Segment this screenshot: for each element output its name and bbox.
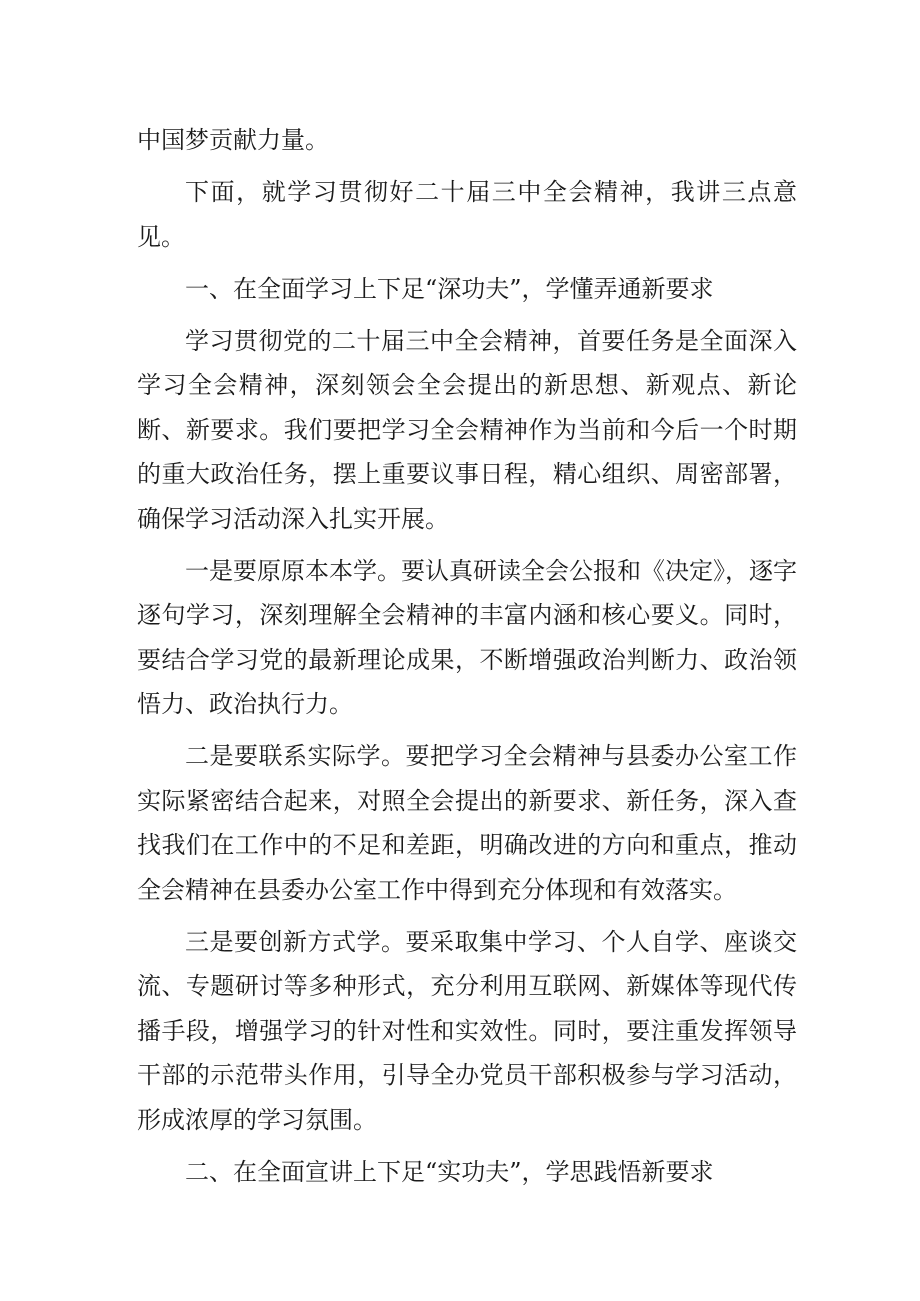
paragraph-point-1: 一是要原原本本学。要认真研读全会公报和《决定》，逐字逐句学习，深刻理解全会精神的丰富内涵和核心要义。同时，要结合学习党的最新理论成果，不断增强政治判断力、政治领悟力、政治执行力。 xyxy=(137,556,797,718)
section-heading-2: 二、在全面宣讲上下足“实功夫”，学思践悟新要求 xyxy=(185,1157,714,1186)
document-body xyxy=(137,118,797,1202)
paragraph-section-1-body: 学习贯彻党的二十届三中全会精神，首要任务是全面深入学习全会精神，深刻领会全会提出的新思想、新观点、新论断、新要求。我们要把学习全会精神作为当前和今后一个时期的重大政治任务，摆上重要议事日程，精心组织、周密部署，确保学习活动深入扎实开展。 xyxy=(137,326,797,533)
paragraph-continuation: 中国梦贡献力量。 xyxy=(137,126,329,154)
paragraph-intro: 下面，就学习贯彻好二十届三中全会精神，我讲三点意见。 xyxy=(137,178,797,251)
paragraph-point-2: 二是要联系实际学。要把学习全会精神与县委办公室工作实际紧密结合起来，对照全会提出的新要求、新任务，深入查找我们在工作中的不足和差距，明确改进的方向和重点，推动全会精神在县委办公室工作中得到充分体现和有效落实。 xyxy=(137,742,797,904)
paragraph-point-3: 三是要创新方式学。要采取集中学习、个人自学、座谈交流、专题研讨等多种形式，充分利用互联网、新媒体等现代传播手段，增强学习的针对性和实效性。同时，要注重发挥领导干部的示范带头作用，引导全办党员干部积极参与学习活动，形成浓厚的学习氛围。 xyxy=(137,927,797,1134)
section-heading-1: 一、在全面学习上下足“深功夫”，学懂弄通新要求 xyxy=(185,274,714,303)
